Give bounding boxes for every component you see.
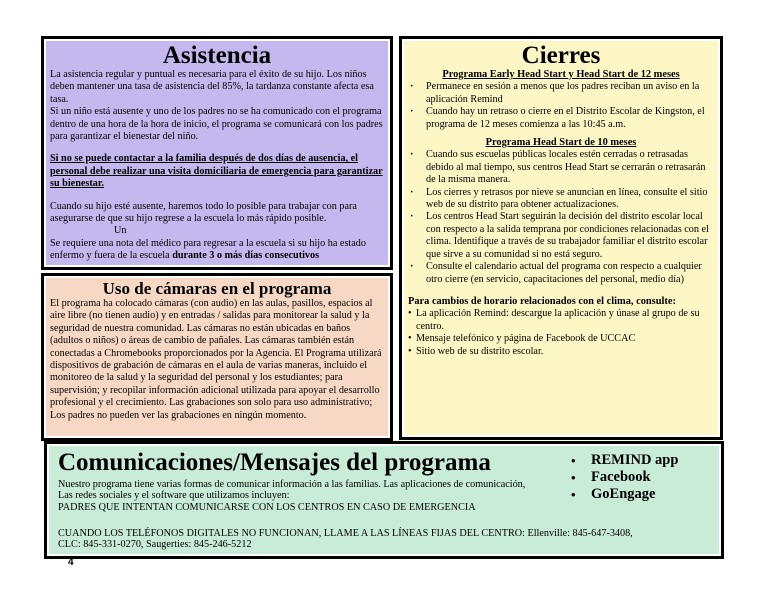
cierres-panel bbox=[399, 36, 723, 440]
asistencia-home-visit-notice: Si no se puede contactar a la familia después de dos días de ausencia, el personal debe realizar una visita domiciliaria de emergencia para garantizar su bienestar. bbox=[50, 153, 383, 190]
comunicaciones-body bbox=[58, 479, 568, 513]
app-item-goengage: • GoEngage bbox=[569, 486, 678, 503]
asistencia-doctor-note bbox=[50, 238, 384, 263]
apps-list bbox=[569, 452, 678, 503]
list-item: · Los cierres y retrasos por nieve se anuncian en línea, consulte el sitio web de su distrito para obtener actualizaciones. bbox=[408, 187, 714, 212]
list-item: • Mensaje telefónico y página de Facebook de UCCAC bbox=[408, 333, 714, 345]
cierres-title: Cierres bbox=[521, 42, 601, 69]
asistencia-paragraph-1: La asistencia regular y puntual es necesaria para el éxito de su hijo. Los niños deben mantener una tasa de asistencia del 85%, la tardanza constante afecta esa tasa. bbox=[50, 69, 374, 105]
camaras-body: El programa ha colocado cámaras (con audio) en las aulas, pasillos, espacios al aire libre (no tienen audio) y en entradas / salidas para monitorear la salud y la seguridad de nuestra comunidad. Las cámaras no están ubicadas en baños (adultos o niños) o áreas de cambio de pañales. Las cámaras también están conectadas a Chromebooks proporcionados por la Agencia. El Programa utilizará dispositivos de grabación de cámaras en el aula de varias maneras, incluido el monitoreo de la salud y la seguridad del personal y los estudiantes; para supervisión; y recopilar información adicional utilizada para apoyar el desarrollo profesional y el crecimiento. Las grabaciones son solo para uso administrativo; Los padres no pueden ver las grabaciones en ningún momento. bbox=[50, 298, 382, 421]
doctor-note-text: Se requiere una nota del médico para regresar a la escuela si su hijo ha estado enfermo y fuera de la escuela bbox=[50, 237, 366, 262]
cierres-list-10-month bbox=[408, 149, 714, 285]
comunicaciones-line-2: Las redes sociales y el software que utilizamos incluyen: bbox=[58, 490, 290, 502]
cierres-list-12-month bbox=[408, 81, 714, 131]
list-item: · Cuando sus escuelas públicas locales estén cerradas o retrasadas debido al mal tiempo, sus centros Head Start se cerrarán o retrasarán de la misma manera. bbox=[408, 149, 714, 186]
list-item: · Cuando hay un retraso o cierre en el Distrito Escolar de Kingston, el programa de 12 meses comienza a las 10:45 a.m. bbox=[408, 106, 714, 131]
comunicaciones-line-1: Nuestro programa tiene varias formas de comunicar información a las familias. Las aplicaciones de comunicación, bbox=[58, 479, 526, 490]
weather-sources-list bbox=[408, 308, 714, 358]
cierres-subhead-12-month: Programa Early Head Start y Head Start de 12 meses bbox=[442, 69, 680, 80]
list-item: • Sitio web de su distrito escolar. bbox=[408, 346, 714, 358]
asistencia-stray-text: Un bbox=[114, 225, 127, 237]
landline-line-2: CLC: 845-331-0270, Saugerties: 845-246-5212 bbox=[58, 539, 252, 551]
asistencia-title: Asistencia bbox=[162, 42, 272, 69]
page-number: 4 bbox=[68, 557, 74, 568]
asistencia-panel bbox=[41, 36, 393, 270]
asistencia-paragraph-4: Cuando su hijo esté ausente, haremos todo lo posible para trabajar con para asegurarse de que su hijo regrese a la escuela lo más rápido posible. bbox=[50, 200, 357, 225]
app-item-facebook: • Facebook bbox=[569, 469, 678, 486]
list-item: · Consulte el calendario actual del programa con respecto a cualquier otro cierre (en servicio, capacitaciones del personal, medio día) bbox=[408, 261, 714, 286]
asistencia-paragraph-2: Si un niño está ausente y uno de los padres no se ha comunicado con el programa dentro de una hora de la hora de inicio, el programa se comunicará con los padres para garantizar el bienestar del niño. bbox=[50, 106, 383, 143]
app-item-remind: • REMIND app bbox=[569, 452, 678, 469]
cierres-subhead-10-month: Programa Head Start de 10 meses bbox=[485, 137, 637, 149]
list-item: • La aplicación Remind: descargue la aplicación y únase al grupo de su centro. bbox=[408, 308, 714, 333]
comunicaciones-panel bbox=[44, 441, 724, 559]
landline-line-1: CUANDO LOS TELÉFONOS DIGITALES NO FUNCIONAN, LLAME A LAS LÍNEAS FIJAS DEL CENTRO: Ellenville: 845-647-3408, bbox=[58, 528, 633, 539]
landline-numbers bbox=[58, 528, 633, 551]
comunicaciones-line-3: PADRES QUE INTENTAN COMUNICARSE CON LOS CENTROS EN CASO DE EMERGENCIA bbox=[58, 501, 476, 513]
list-item: · Permanece en sesión a menos que los padres reciban un aviso en la aplicación Remind bbox=[408, 81, 714, 106]
camaras-title: Uso de cámaras en el programa bbox=[102, 279, 332, 298]
comunicaciones-title: Comunicaciones/Mensajes del programa bbox=[58, 449, 491, 476]
weather-changes-heading: Para cambios de horario relacionados con el clima, consulte: bbox=[408, 295, 676, 307]
camaras-panel bbox=[41, 273, 393, 441]
doctor-note-bold: durante 3 o más días consecutivos bbox=[172, 250, 320, 262]
list-item: · Los centros Head Start seguirán la decisión del distrito escolar local con respecto a la salida temprana por condiciones relacionadas con el clima. Identifique a través de su trabajador familiar el distrito escolar que sirve a su comunidad si no está seguro. bbox=[408, 211, 714, 261]
